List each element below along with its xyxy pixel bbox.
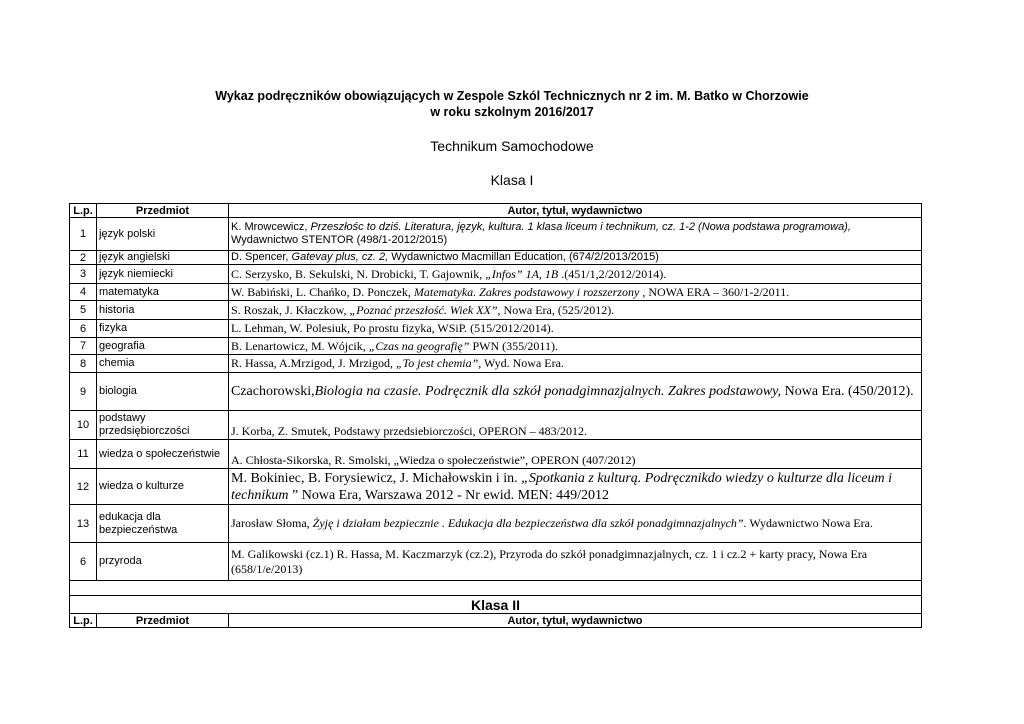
empty-row [70, 581, 922, 596]
row-lp: 2 [70, 251, 97, 265]
row-author: J. Korba, Z. Smutek, Podstawy przedsiebiorczości, OPERON – 483/2012. [229, 411, 922, 440]
table-row [70, 320, 922, 338]
row-author: D. Spencer, Gatevay plus, cz. 2, Wydawnictwo Macmillan Education, (674/2/2013/2015) [229, 251, 922, 265]
empty-cell [70, 581, 922, 596]
row-lp: 6 [70, 543, 97, 581]
row-lp: 6 [70, 320, 97, 338]
row-author: Czachorowski,Biologia na czasie. Podręcznik dla szkół ponadgimnazjalnych. Zakres podstawowy, Nowa Era. (450/2012). [229, 373, 922, 411]
row-lp: 10 [70, 411, 97, 440]
document-title: Wykaz podręczników obowiązujących w Zespole Szkól Technicznych nr 2 im. M. Batko w Chorzowie [215, 89, 809, 103]
row-lp: 8 [70, 355, 97, 373]
row-author: M. Bokiniec, B. Forysiewicz, J. Michałowskin i in. „Spotkania z kulturą. Podręcznikdo wiedzy o kulturze dla liceum i technikum ” Nowa Era, Warszawa 2012 - Nr ewid. MEN: 449/2012 [229, 469, 922, 505]
program-title: Technikum Samochodowe [430, 138, 594, 154]
row-author: Jarosław Słoma, Żyję i działam bezpiecznie . Edukacja dla bezpieczeństwa dla szkół ponadgimnazjalnych”. Wydawnictwo Nowa Era. [229, 505, 922, 543]
row-subject: język niemiecki [97, 265, 229, 284]
row-lp: 4 [70, 284, 97, 301]
row-subject: fizyka [97, 320, 229, 338]
row-subject: matematyka [97, 284, 229, 301]
row-lp: 9 [70, 373, 97, 411]
table-row [70, 411, 922, 440]
row-subject: edukacja dla bezpieczeństwa [97, 505, 229, 543]
table-row [70, 265, 922, 284]
table-row [70, 284, 922, 301]
table-row [70, 338, 922, 355]
table-row [70, 218, 922, 251]
row-lp: 1 [70, 218, 97, 251]
row-subject: wiedza o społeczeństwie [97, 440, 229, 469]
table-row [70, 373, 922, 411]
table-row [70, 440, 922, 469]
table-row [70, 251, 922, 265]
row-author: A. Chłosta-Sikorska, R. Smolski, „Wiedza o społeczeństwie”, OPERON (407/2012) [229, 440, 922, 469]
row-lp: 3 [70, 265, 97, 284]
row-subject: przyroda [97, 543, 229, 581]
row-subject: chemia [97, 355, 229, 373]
col-header-lp: L.p. [70, 204, 97, 218]
col-header-subject: Przedmiot [97, 204, 229, 218]
table-row [70, 301, 922, 320]
row-subject: język polski [97, 218, 229, 251]
col-header-author: Autor, tytuł, wydawnictwo [229, 204, 922, 218]
school-year: w roku szkolnym 2016/2017 [430, 105, 594, 119]
col-header-lp: L.p. [70, 614, 97, 628]
textbook-table [69, 203, 922, 628]
klasa-2-row [70, 596, 922, 614]
row-subject: historia [97, 301, 229, 320]
row-lp: 13 [70, 505, 97, 543]
row-lp: 12 [70, 469, 97, 505]
row-subject: wiedza o kulturze [97, 469, 229, 505]
klasa-2-heading: Klasa II [70, 596, 922, 614]
table-header-row [70, 204, 922, 218]
row-subject: podstawy przedsiębiorczości [97, 411, 229, 440]
table-row [70, 543, 922, 581]
row-author: S. Roszak, J. Kłaczkow, „Poznać przeszłość. Wiek XX”, Nowa Era, (525/2012). [229, 301, 922, 320]
table-row [70, 355, 922, 373]
row-author: M. Galikowski (cz.1) R. Hassa, M. Kaczmarzyk (cz.2), Przyroda do szkół ponadgimnazjalnych, cz. 1 i cz.2 + karty pracy, Nowa Era (658/1/e/2013) [229, 543, 922, 581]
row-author: C. Serzysko, B. Sekulski, N. Drobicki, T. Gajownik, „Infos” 1A, 1B .(451/1,2/2012/2014). [229, 265, 922, 284]
table-row [70, 505, 922, 543]
table-header-row [70, 614, 922, 628]
col-header-author: Autor, tytuł, wydawnictwo [229, 614, 922, 628]
row-lp: 5 [70, 301, 97, 320]
row-author: B. Lenartowicz, M. Wójcik, „Czas na geografię” PWN (355/2011). [229, 338, 922, 355]
row-subject: biologia [97, 373, 229, 411]
row-subject: geografia [97, 338, 229, 355]
row-author: K. Mrowcewicz, Przeszłośc to dziś. Literatura, język, kultura. 1 klasa liceum i technikum, cz. 1-2 (Nowa podstawa programowa), Wydawnictwo STENTOR (498/1-2012/2015) [229, 218, 922, 251]
row-subject: język angielski [97, 251, 229, 265]
klasa-1-heading: Klasa I [490, 172, 534, 188]
row-author: W. Babiński, L. Chańko, D. Ponczek, Matematyka. Zakres podstawowy i rozszerzony , NOWA ERA – 360/1-2/2011. [229, 284, 922, 301]
row-lp: 7 [70, 338, 97, 355]
row-lp: 11 [70, 440, 97, 469]
col-header-subject: Przedmiot [97, 614, 229, 628]
table-row [70, 469, 922, 505]
row-author: L. Lehman, W. Polesiuk, Po prostu fizyka, WSiP. (515/2012/2014). [229, 320, 922, 338]
row-author: R. Hassa, A.Mrzigod, J. Mrzigod, „To jest chemia”, Wyd. Nowa Era. [229, 355, 922, 373]
